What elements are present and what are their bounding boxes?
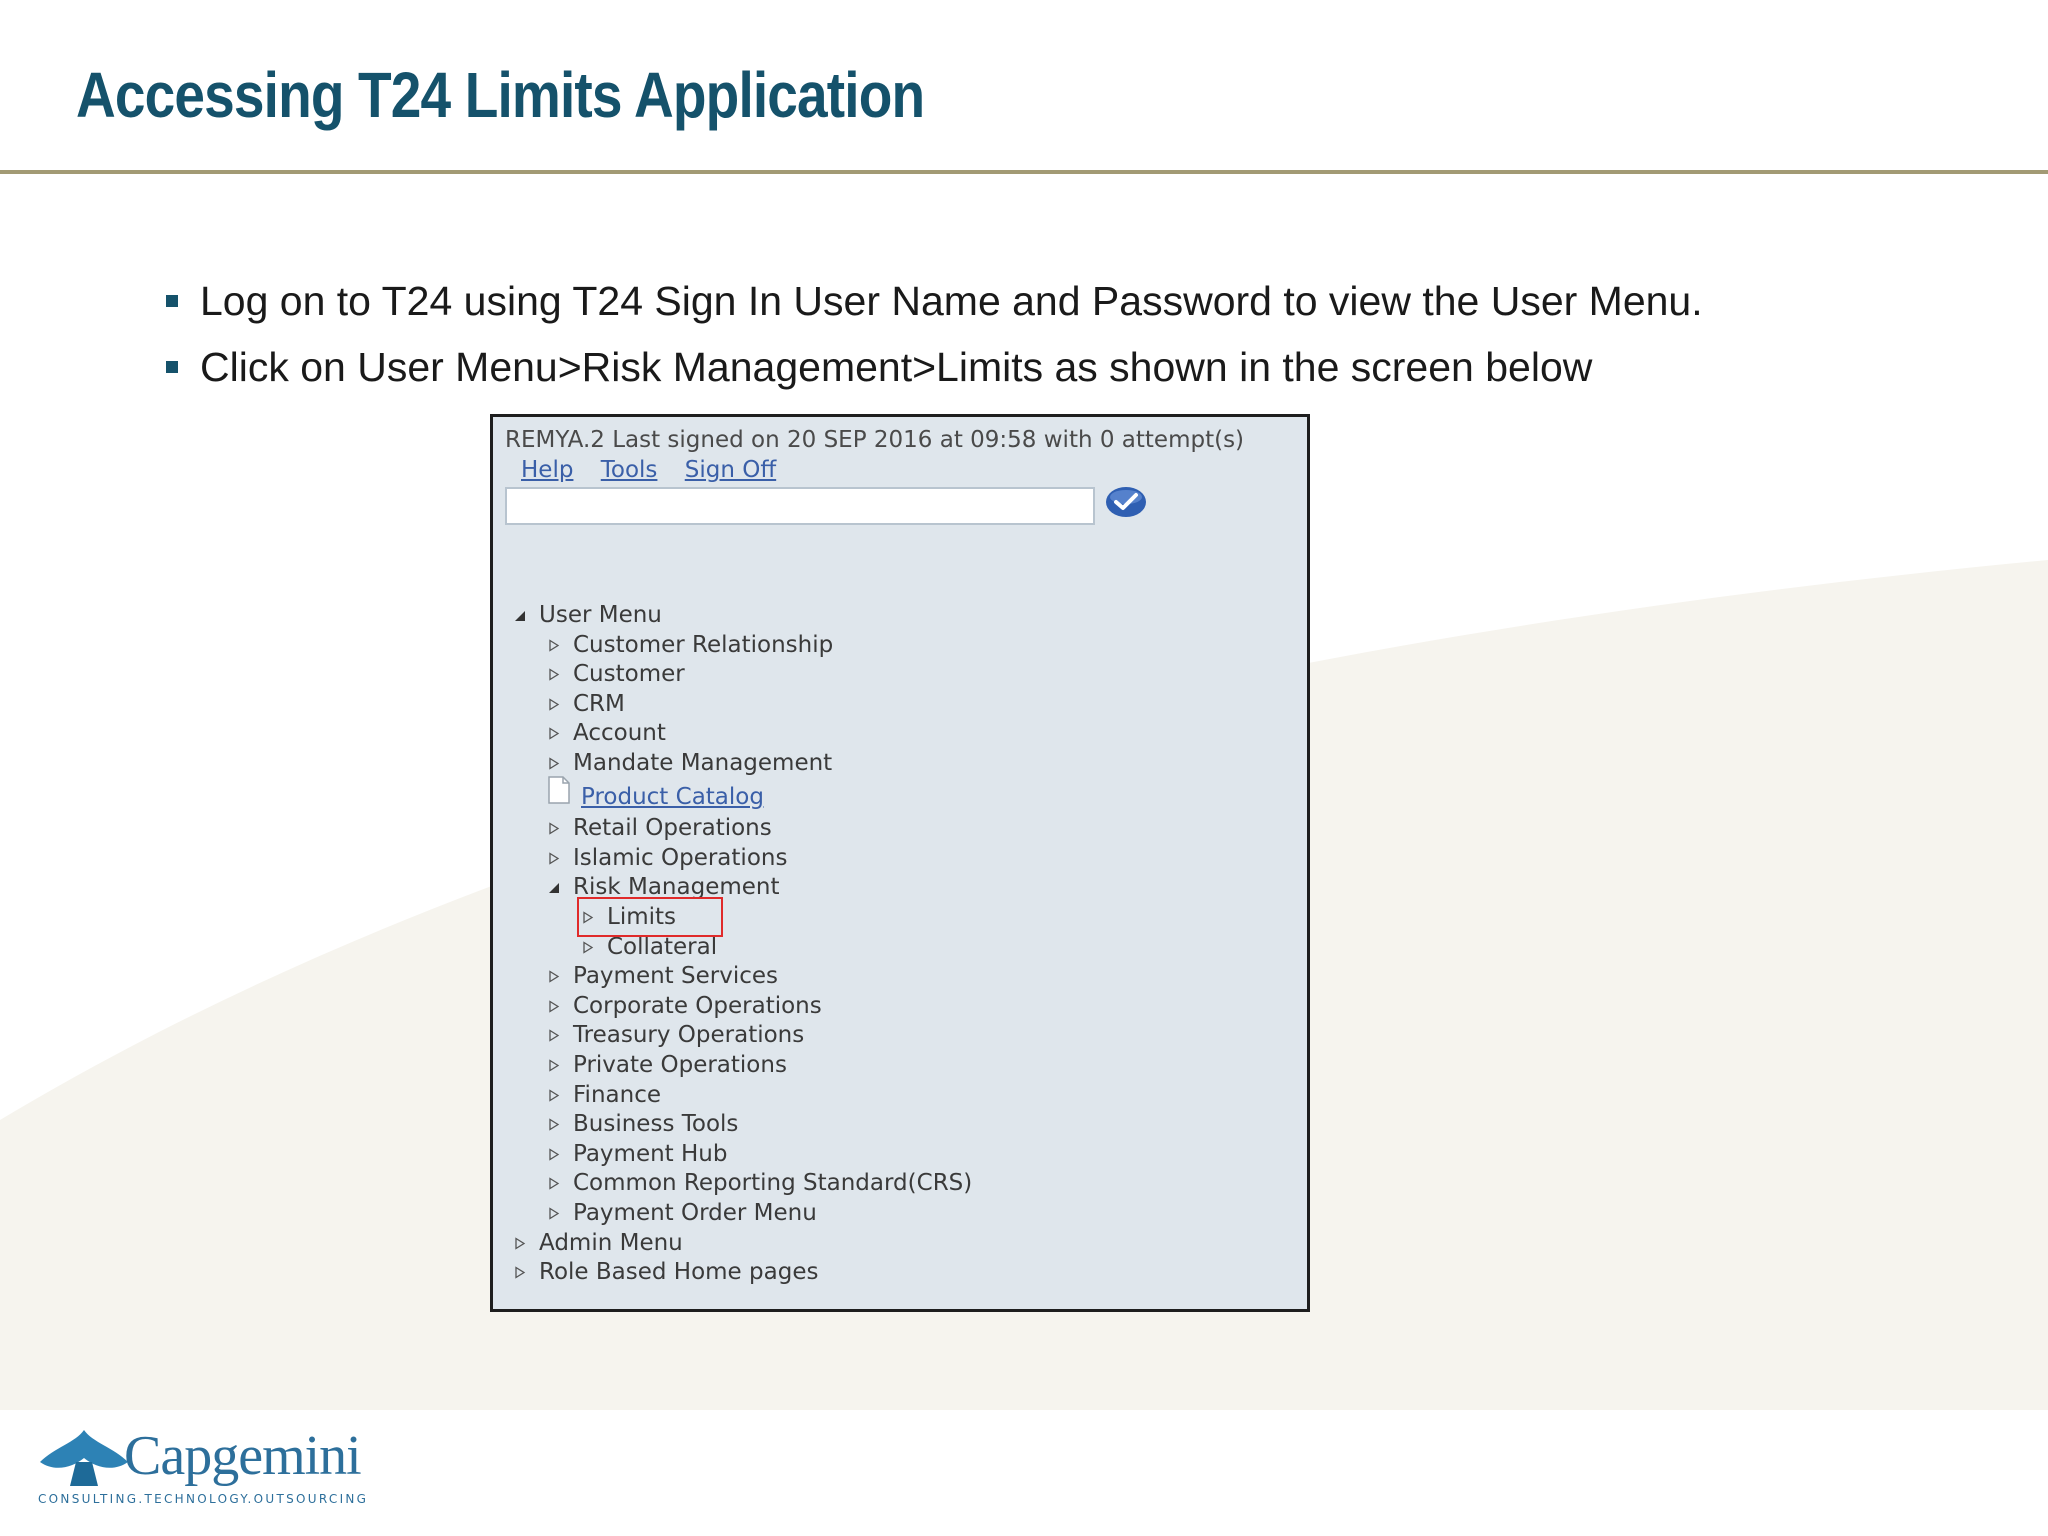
expanded-arrow-icon[interactable] <box>513 609 526 622</box>
bullet-square-icon <box>166 295 178 307</box>
logo-tagline: CONSULTING.TECHNOLOGY.OUTSOURCING <box>38 1492 369 1506</box>
signon-status: REMYA.2 Last signed on 20 SEP 2016 at 09:58 with 0 attempt(s) <box>505 427 1245 453</box>
menu-item-label: Payment Order Menu <box>573 1200 817 1226</box>
collapsed-arrow-icon[interactable] <box>547 822 560 835</box>
menu-item-label: Product Catalog <box>581 783 764 810</box>
collapsed-arrow-icon[interactable] <box>547 1118 560 1131</box>
bullet-text: Log on to T24 using T24 Sign In User Name and Password to view the User Menu. <box>200 278 1703 324</box>
collapsed-arrow-icon[interactable] <box>581 941 594 954</box>
collapsed-arrow-icon[interactable] <box>547 1148 560 1161</box>
collapsed-arrow-icon[interactable] <box>547 970 560 983</box>
slide-title: Accessing T24 Limits Application <box>76 59 925 131</box>
spade-logo-icon <box>36 1428 132 1490</box>
menu-item-label: User Menu <box>539 602 662 628</box>
menu-item-label: Customer Relationship <box>573 631 834 658</box>
menu-item-label: Admin Menu <box>539 1229 683 1256</box>
top-links <box>521 457 796 483</box>
menu-item-label: Customer <box>573 661 685 688</box>
menu-item-label: Payment Hub <box>573 1140 728 1167</box>
bullet-list <box>162 276 1703 408</box>
capgemini-logo <box>36 1425 369 1512</box>
collapsed-arrow-icon[interactable] <box>547 1089 560 1102</box>
menu-item-label: CRM <box>573 690 625 717</box>
collapsed-arrow-icon[interactable] <box>547 698 560 711</box>
menu-item-label: Finance <box>573 1081 661 1108</box>
tools-link[interactable]: Tools <box>600 457 658 483</box>
collapsed-arrow-icon[interactable] <box>547 1207 560 1220</box>
limits-highlight-box <box>577 897 723 937</box>
collapsed-arrow-icon[interactable] <box>547 1059 560 1072</box>
menu-item-label: Islamic Operations <box>573 844 788 871</box>
bullet-item <box>162 342 1703 408</box>
menu-item-label: Private Operations <box>573 1052 787 1078</box>
menu-item-label: Retail Operations <box>573 815 772 842</box>
expanded-arrow-icon[interactable] <box>547 881 560 894</box>
logo-wordmark: Capgemini <box>124 1425 361 1487</box>
command-input[interactable] <box>505 487 1095 525</box>
collapsed-arrow-icon[interactable] <box>547 1177 560 1190</box>
checkmark-icon[interactable] <box>1105 485 1147 519</box>
menu-item-label: Business Tools <box>573 1111 739 1138</box>
title-divider <box>0 170 2048 174</box>
menu-item-label: Payment Services <box>573 963 778 990</box>
help-link[interactable]: Help <box>521 457 574 483</box>
bullet-text: Click on User Menu>Risk Management>Limits as shown in the screen below <box>200 344 1593 390</box>
menu-item-label: Role Based Home pages <box>539 1259 819 1286</box>
menu-item-label: Limits <box>607 904 676 930</box>
collapsed-arrow-icon[interactable] <box>547 757 560 770</box>
collapsed-arrow-icon[interactable] <box>547 727 560 740</box>
menu-item-label: Mandate Management <box>573 750 833 776</box>
menu-item-label: Risk Management <box>573 874 780 901</box>
bullet-item <box>162 276 1703 342</box>
sign-off-link[interactable]: Sign Off <box>684 457 777 483</box>
page-icon <box>547 775 571 805</box>
menu-item-label: Treasury Operations <box>573 1022 805 1049</box>
collapsed-arrow-icon[interactable] <box>547 1029 560 1042</box>
t24-screenshot-panel <box>490 414 1310 1312</box>
menu-item-label: Account <box>573 720 666 747</box>
collapsed-arrow-icon[interactable] <box>547 668 560 681</box>
menu-item-label: Collateral <box>607 933 718 960</box>
collapsed-arrow-icon[interactable] <box>547 852 560 865</box>
collapsed-arrow-icon[interactable] <box>513 1237 526 1250</box>
menu-item-label: Common Reporting Standard(CRS) <box>573 1170 973 1197</box>
collapsed-arrow-icon[interactable] <box>547 1000 560 1013</box>
collapsed-arrow-icon[interactable] <box>513 1266 526 1279</box>
collapsed-arrow-icon[interactable] <box>547 639 560 652</box>
menu-item-label: Corporate Operations <box>573 992 822 1019</box>
bullet-square-icon <box>166 361 178 373</box>
